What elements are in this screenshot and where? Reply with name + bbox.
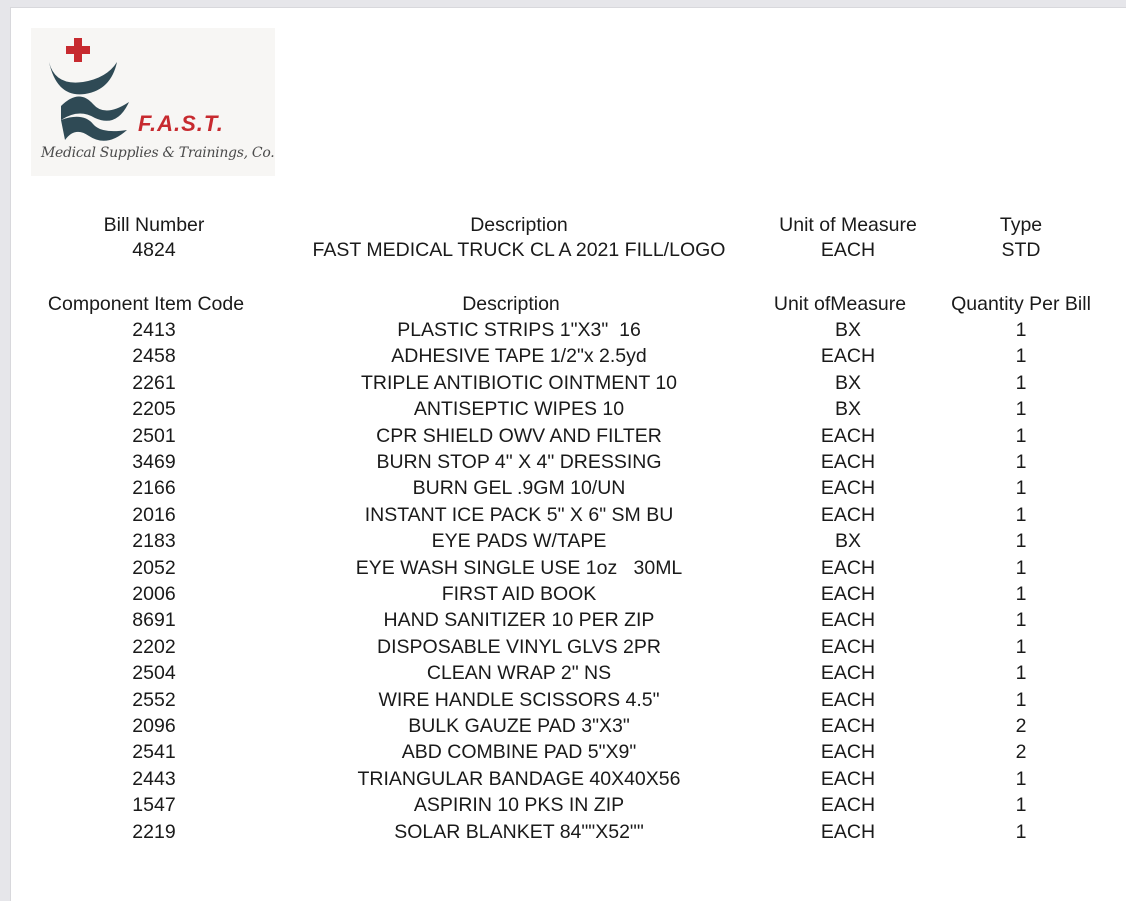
item-code: 3469 (132, 451, 176, 473)
item-code: 2166 (132, 477, 176, 500)
item-unit: BX (834, 371, 862, 394)
item-description: ABD COMBINE PAD 5"X9" (401, 741, 637, 764)
item-description: CLEAN WRAP 2" NS (426, 662, 612, 685)
bill-unit-value: EACH (820, 239, 876, 261)
bill-description-header: Description (470, 214, 568, 236)
item-quantity: 1 (1015, 398, 1027, 421)
item-description: TRIANGULAR BANDAGE 40X40X56 (357, 767, 681, 790)
component-quantity-header: Quantity Per Bill (951, 293, 1091, 315)
item-unit: BX (834, 398, 862, 421)
item-quantity: 1 (1015, 662, 1027, 685)
item-quantity: 1 (1015, 583, 1027, 605)
logo-name: F.A.S.T. (138, 111, 224, 136)
component-description-header: Description (462, 293, 560, 315)
item-code: 1547 (132, 794, 176, 817)
item-unit: EACH (820, 345, 876, 368)
item-description: FIRST AID BOOK (441, 583, 597, 605)
item-description: DISPOSABLE VINYL GLVS 2PR (377, 635, 661, 658)
item-quantity: 2 (1015, 715, 1027, 737)
item-unit: EACH (820, 451, 876, 473)
item-description: SOLAR BLANKET 84""X52"" (394, 820, 644, 843)
item-code: 2261 (132, 371, 176, 394)
item-quantity: 1 (1015, 530, 1027, 553)
item-unit: EACH (820, 609, 876, 632)
item-description: ANTISEPTIC WIPES 10 (413, 398, 625, 421)
item-code: 2504 (132, 662, 176, 685)
item-quantity: 1 (1015, 319, 1027, 341)
component-unit-header: Unit ofMeasure (773, 293, 907, 315)
bill-number-header: Bill Number (103, 214, 205, 236)
item-quantity: 1 (1015, 767, 1027, 790)
item-description: EYE WASH SINGLE USE 1oz 30ML (355, 556, 683, 579)
item-quantity: 1 (1015, 794, 1027, 817)
item-description: BURN GEL .9GM 10/UN (412, 477, 626, 500)
item-unit: EACH (820, 635, 876, 658)
component-code-header: Component Item Code (47, 293, 245, 315)
item-unit: EACH (820, 503, 876, 526)
item-quantity: 1 (1015, 477, 1027, 500)
item-quantity: 1 (1015, 345, 1027, 368)
item-description: EYE PADS W/TAPE (431, 530, 607, 553)
item-unit: EACH (820, 477, 876, 500)
item-description: BURN STOP 4" X 4" DRESSING (376, 451, 662, 473)
item-code: 2541 (132, 741, 176, 764)
item-description: CPR SHIELD OWV AND FILTER (376, 424, 662, 447)
item-code: 2443 (132, 767, 176, 790)
item-quantity: 1 (1015, 556, 1027, 579)
item-code: 2501 (132, 424, 176, 447)
item-quantity: 1 (1015, 424, 1027, 447)
item-description: ADHESIVE TAPE 1/2"x 2.5yd (391, 345, 647, 368)
bill-number-value: 4824 (132, 239, 176, 261)
item-code: 2205 (132, 398, 176, 421)
item-code: 2006 (132, 583, 176, 605)
item-quantity: 1 (1015, 820, 1027, 843)
item-quantity: 2 (1015, 741, 1027, 764)
item-code: 8691 (132, 609, 176, 632)
item-code: 2183 (132, 530, 176, 553)
item-description: TRIPLE ANTIBIOTIC OINTMENT 10 (360, 371, 678, 394)
item-description: PLASTIC STRIPS 1"X3" 16 (397, 319, 641, 341)
bill-type-header: Type (999, 214, 1043, 236)
item-quantity: 1 (1015, 688, 1027, 711)
item-unit: BX (834, 530, 862, 553)
item-unit: EACH (820, 424, 876, 447)
item-description: ASPIRIN 10 PKS IN ZIP (413, 794, 625, 817)
bill-unit-header: Unit of Measure (779, 214, 917, 236)
item-unit: BX (834, 319, 862, 341)
item-code: 2202 (132, 635, 176, 658)
item-unit: EACH (820, 741, 876, 764)
item-quantity: 1 (1015, 635, 1027, 658)
item-code: 2052 (132, 556, 176, 579)
item-description: BULK GAUZE PAD 3"X3" (408, 715, 630, 737)
item-unit: EACH (820, 662, 876, 685)
item-quantity: 1 (1015, 503, 1027, 526)
item-unit: EACH (820, 715, 876, 737)
document-page (10, 7, 1126, 901)
item-unit: EACH (820, 767, 876, 790)
item-quantity: 1 (1015, 451, 1027, 473)
item-code: 2219 (132, 820, 176, 843)
item-description: INSTANT ICE PACK 5" X 6" SM BU (364, 503, 674, 526)
item-code: 2552 (132, 688, 176, 711)
item-quantity: 1 (1015, 609, 1027, 632)
item-code: 2458 (132, 345, 176, 368)
item-unit: EACH (820, 556, 876, 579)
bill-type-value: STD (1001, 239, 1041, 261)
item-code: 2413 (132, 319, 176, 341)
item-unit: EACH (820, 688, 876, 711)
item-code: 2016 (132, 503, 176, 526)
item-unit: EACH (820, 794, 876, 817)
item-code: 2096 (132, 715, 176, 737)
logo-tagline: Medical Supplies & Trainings, Co. (41, 145, 275, 161)
item-quantity: 1 (1015, 371, 1027, 394)
item-description: HAND SANITIZER 10 PER ZIP (383, 609, 655, 632)
item-unit: EACH (820, 820, 876, 843)
company-logo (31, 28, 275, 176)
bill-description-value: FAST MEDICAL TRUCK CL A 2021 FILL/LOGO (312, 239, 726, 261)
item-unit: EACH (820, 583, 876, 605)
item-description: WIRE HANDLE SCISSORS 4.5" (378, 688, 660, 711)
